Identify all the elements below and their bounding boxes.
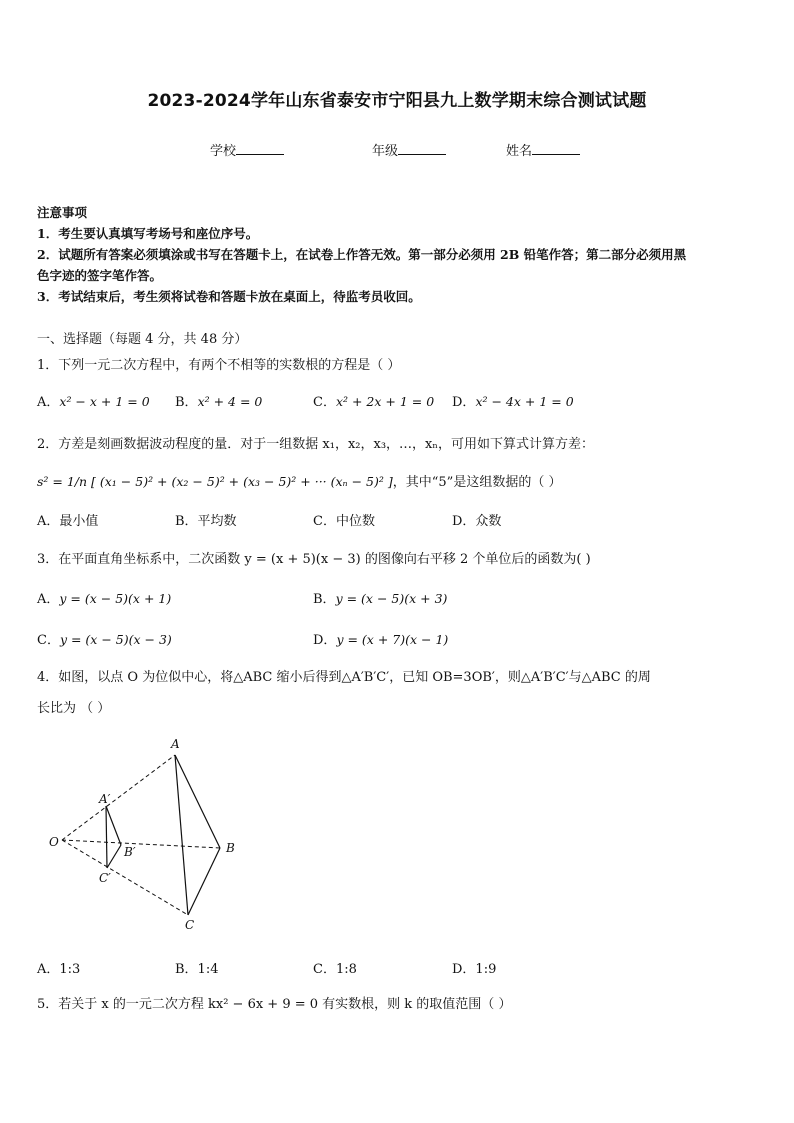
question-2-stem: 2．方差是刻画数据波动程度的量．对于一组数据 x₁，x₂，x₃，…，xₙ，可用如下算式计算方差： xyxy=(37,437,594,452)
label-c: C xyxy=(185,918,195,932)
label-c-prime: C′ xyxy=(99,871,111,885)
q2-option-a[interactable]: A．最小值 xyxy=(37,514,99,529)
q2-option-c[interactable]: C．中位数 xyxy=(313,514,375,529)
question-1-stem: 1．下列一元二次方程中，有两个不相等的实数根的方程是（ ） xyxy=(37,358,401,373)
section-heading: 一、选择题（每题 4 分，共 48 分） xyxy=(37,332,248,347)
label-o: O xyxy=(49,835,59,849)
page-title: 2023-2024学年山东省泰安市宁阳县九上数学期末综合测试试题 xyxy=(147,91,647,111)
q2-option-d[interactable]: D．众数 xyxy=(452,514,502,529)
label-a: A xyxy=(171,737,180,751)
label-a-prime: A′ xyxy=(99,792,111,806)
variance-formula: s² = 1/n [ (x₁ − 5)² + (x₂ − 5)² + (x₃ − 5)² + ··· (xₙ − 5)² ] xyxy=(37,474,393,489)
q1-option-b[interactable]: B．x² + 4 = 0 xyxy=(175,394,263,410)
label-b-prime: B′ xyxy=(124,845,136,859)
similar-triangles-diagram xyxy=(40,730,250,940)
school-field[interactable] xyxy=(210,140,284,159)
q2-formula-line xyxy=(37,471,561,490)
note-item-2-cont: 色字迹的签字笔作答。 xyxy=(37,268,163,283)
note-item-3: 3．考试结束后，考生须将试卷和答题卡放在桌面上，待监考员收回。 xyxy=(37,289,421,304)
question-4-stem-line-2: 长比为 （ ） xyxy=(37,701,111,716)
label-b: B xyxy=(226,841,235,855)
grade-label: 年级 xyxy=(372,144,399,159)
grade-blank[interactable] xyxy=(398,142,446,155)
q1-option-a[interactable]: A．x² − x + 1 = 0 xyxy=(37,394,150,410)
q3-option-c[interactable]: C．y = (x − 5)(x − 3) xyxy=(37,632,172,648)
q4-option-a[interactable]: A．1:3 xyxy=(37,962,81,977)
notes-heading: 注意事项 xyxy=(37,205,88,220)
school-label: 学校 xyxy=(210,144,237,159)
q1-option-c[interactable]: C．x² + 2x + 1 = 0 xyxy=(313,394,435,410)
ray-ob xyxy=(62,840,220,848)
q4-option-b[interactable]: B．1:4 xyxy=(175,962,219,977)
q4-option-c[interactable]: C．1:8 xyxy=(313,962,357,977)
q2-formula-tail: ，其中“5”是这组数据的（ ） xyxy=(392,475,562,490)
q3-option-d[interactable]: D．y = (x + 7)(x − 1) xyxy=(313,632,449,648)
question-5-stem: 5．若关于 x 的一元二次方程 kx² − 6x + 9 = 0 有实数根，则 k 的取值范围（ ） xyxy=(37,997,512,1012)
school-blank[interactable] xyxy=(236,142,284,155)
edge-b1c1 xyxy=(107,845,121,868)
question-3-stem: 3．在平面直角坐标系中，二次函数 y = (x + 5)(x − 3) 的图像向右平移 2 个单位后的函数为( ) xyxy=(37,552,591,567)
note-item-1: 1．考生要认真填写考场号和座位序号。 xyxy=(37,226,259,241)
grade-field[interactable] xyxy=(372,140,446,159)
q3-option-a[interactable]: A．y = (x − 5)(x + 1) xyxy=(37,591,172,607)
name-field[interactable] xyxy=(506,140,580,159)
edge-bc xyxy=(188,848,220,915)
note-item-2: 2．试题所有答案必须填涂或书写在答题卡上，在试卷上作答无效。第一部分必须用 2B 铅笔作答；第二部分必须用黑 xyxy=(37,247,687,262)
edge-a1c1 xyxy=(106,806,107,868)
name-label: 姓名 xyxy=(506,144,533,159)
ray-oa xyxy=(62,755,175,840)
q3-option-b[interactable]: B．y = (x − 5)(x + 3) xyxy=(313,591,448,607)
question-4-stem-line-1: 4．如图，以点 O 为位似中心，将△ABC 缩小后得到△A′B′C′，已知 OB=3OB′，则△A′B′C′与△ABC 的周 xyxy=(37,670,651,685)
name-blank[interactable] xyxy=(532,142,580,155)
q2-option-b[interactable]: B．平均数 xyxy=(175,514,237,529)
edge-a1b1 xyxy=(106,806,121,845)
q1-option-d[interactable]: D．x² − 4x + 1 = 0 xyxy=(452,394,574,410)
q4-option-d[interactable]: D．1:9 xyxy=(452,962,497,977)
